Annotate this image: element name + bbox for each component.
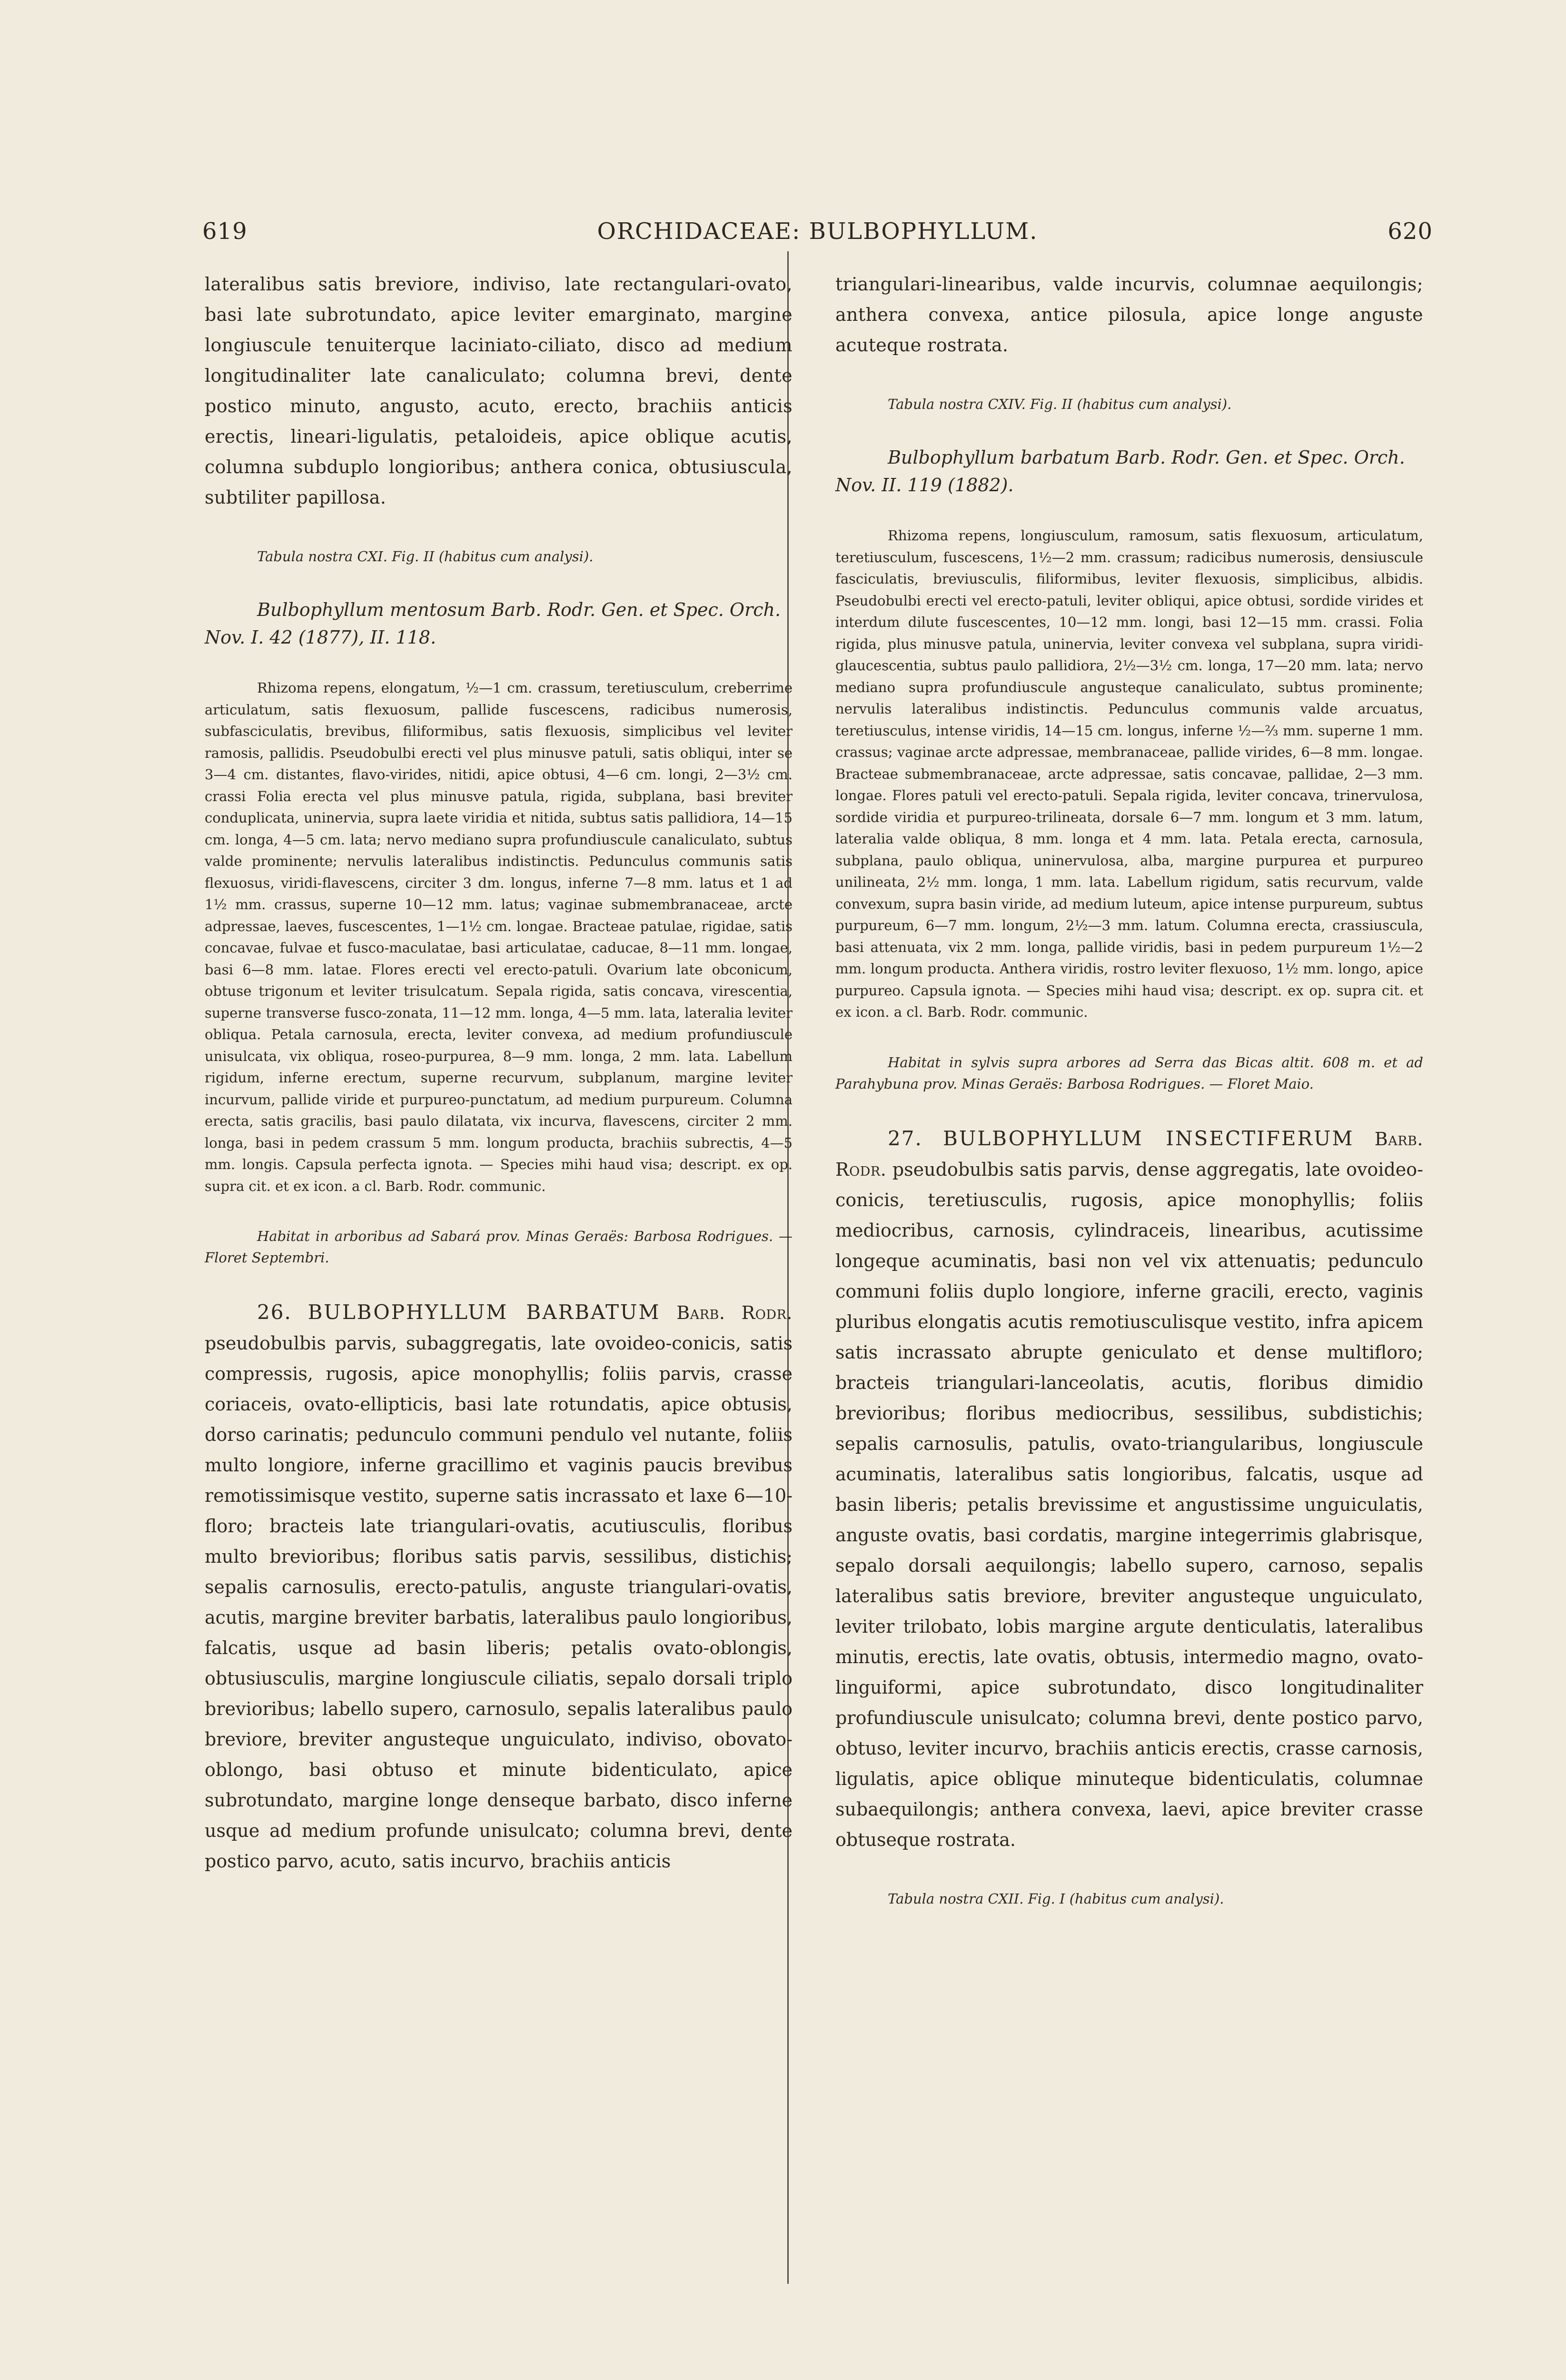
species-27-number: 27. bbox=[888, 1126, 922, 1150]
running-title: ORCHIDACEAE: BULBOPHYLLUM. bbox=[597, 218, 1038, 245]
left-continuation-paragraph: lateralibus satis breviore, indiviso, late rectangulari-ovato, basi late subrotundato, apice leviter emarginato, margine longiuscule tenuiterque laciniato-ciliato, disco ad medium longitudinaliter late canaliculato; columna brevi, dente postico minuto, angusto, acuto, erecto, brachiis anticis erectis, lineari-ligulatis, petaloideis, apice oblique acutis, columna subduplo longioribus; anthera conica, obtusiuscula, subtiliter papillosa. bbox=[205, 274, 793, 508]
right-plate-reference-2: Tabula nostra CXII. Fig. I (habitus cum analysi). bbox=[888, 1890, 1224, 1907]
right-column bbox=[835, 269, 1423, 1938]
species-26-author: Barb. Rodr. bbox=[676, 1302, 793, 1323]
right-citation: Bulbophyllum barbatum Barb. Rodr. Gen. et Spec. Orch. Nov. II. 119 (1882). bbox=[835, 447, 1405, 496]
species-26-name: BULBOPHYLLUM BARBATUM bbox=[307, 1300, 661, 1324]
left-habitat: Habitat in arboribus ad Sabará prov. Minas Geraës: Barbosa Rodrigues. — Floret Septembri. bbox=[205, 1228, 793, 1266]
running-head bbox=[202, 218, 1433, 251]
species-26-paragraph bbox=[205, 1297, 793, 1876]
right-description: Rhizoma repens, longiusculum, ramosum, satis flexuosum, articulatum, teretiusculum, fuscescens, 1½—2 mm. crassum; radicibus numerosis, densiuscule fasciculatis, breviusculis, filiformibus, leviter flexuosis, simplicibus, albidis. Pseudobulbi erecti vel erecto-patuli, leviter obliqui, apice obtusi, sordide virides et interdum dilute fuscescentes, 10—12 mm. longi, basi 12—15 mm. crassi. Folia rigida, plus minusve patula, uninervia, leviter convexa vel subplana, supra viridi-glaucescentia, subtus paulo pallidiora, 2½—3½ cm. longa, 17—20 mm. lata; nervo mediano supra profundiuscule angusteque canaliculato, subtus prominente; nervulis lateralibus indistinctis. Pedunculus communis valde arcuatus, teretiusculus, intense viridis, 14—15 cm. longus, inferne ½—⅔ mm. superne 1 mm. crassus; vaginae arcte adpressae, membranaceae, pallide virides, 6—8 mm. longae. Bracteae submembranaceae, arcte adpressae, satis concavae, pallidae, 2—3 mm. longae. Flores patuli vel erecto-patuli. Sepala rigida, leviter concava, trinervulosa, sordide viridia et purpureo-trilineata, dorsale 6—7 mm. longum et 3 mm. latum, lateralia valde obliqua, 8 mm. longa et 4 mm. lata. Petala erecta, carnosula, subplana, paulo obliqua, uninervulosa, alba, margine purpurea et purpureo unilineata, 2½ mm. longa, 1 mm. lata. Labellum rigidum, satis recurvum, valde convexum, supra basin viride, ad medium luteum, apice intense purpureum, subtus purpureum, 6—7 mm. longum, 2½—3 mm. latum. Columna erecta, crassiuscula, basi attenuata, vix 2 mm. longa, pallide viridis, basi in pedem purpureum 1½—2 mm. longum producta. Anthera viridis, rostro leviter flexuoso, 1½ mm. longo, apice purpureo. Capsula ignota. — Species mihi haud visa; descript. ex op. supra cit. et ex icon. a cl. Barb. Rodr. communic. bbox=[835, 527, 1423, 1020]
right-habitat: Habitat in sylvis supra arbores ad Serra das Bicas altit. 608 m. et ad Parahybuna prov. Minas Geraës: Barbosa Rodrigues. — Floret Maio. bbox=[835, 1054, 1423, 1092]
left-citation: Bulbophyllum mentosum Barb. Rodr. Gen. et Spec. Orch. Nov. I. 42 (1877), II. 118. bbox=[205, 599, 781, 648]
species-26-diagnosis: pseudobulbis parvis, subaggregatis, late ovoideo-conicis, satis compressis, rugosis, apice monophyllis; foliis parvis, crasse coriaceis, ovato-ellipticis, basi late rotundatis, apice obtusis, dorso carinatis; pedunculo communi pendulo vel nutante, foliis multo longiore, inferne gracillimo et vaginis paucis brevibus remotissimisque vestito, superne satis incrassato et laxe 6—10-floro; bracteis late triangulari-ovatis, acutiusculis, floribus multo brevioribus; floribus satis parvis, sessilibus, distichis; sepalis carnosulis, erecto-patulis, anguste triangulari-ovatis, acutis, margine breviter barbatis, lateralibus paulo longioribus, falcatis, usque ad basin liberis; petalis ovato-oblongis, obtusiusculis, margine longiuscule ciliatis, sepalo dorsali triplo brevioribus; labello supero, carnosulo, sepalis lateralibus paulo breviore, breviter angusteque unguiculato, indiviso, obovato-oblongo, basi obtuso et minute bidenticulato, apice subrotundato, margine longe denseque barbato, disco inferne usque ad medium profunde unisulcato; columna brevi, dente postico parvo, acuto, satis incurvo, brachiis anticis bbox=[205, 1333, 793, 1872]
page-number-left: 619 bbox=[202, 218, 248, 245]
species-27-diagnosis: pseudobulbis satis parvis, dense aggregatis, late ovoideo-conicis, teretiusculis, rugosis, apice monophyllis; foliis mediocribus, carnosis, cylindraceis, linearibus, acutissime longeque acuminatis, basi non vel vix attenuatis; pedunculo communi foliis duplo longiore, inferne gracili, erecto, vaginis pluribus elongatis acutis remotiusculisque vestito, infra apicem satis incrassato abrupte geniculato et dense multifloro; bracteis triangulari-lanceolatis, acutis, floribus dimidio brevioribus; floribus mediocribus, sessilibus, subdistichis; sepalis carnosulis, patulis, ovato-triangularibus, longiuscule acuminatis, lateralibus satis longioribus, falcatis, usque ad basin liberis; petalis brevissime et angustissime unguiculatis, anguste ovatis, basi cordatis, margine integerrimis glabrisque, sepalo dorsali aequilongis; labello supero, carnoso, sepalis lateralibus satis breviore, breviter angusteque unguiculato, leviter trilobato, lobis margine argute denticulatis, lateralibus minutis, erectis, late ovatis, obtusis, intermedio magno, ovato-linguiformi, apice subrotundato, disco longitudinaliter profundiuscule unisulcato; columna brevi, dente postico parvo, obtuso, leviter incurvo, brachiis anticis erectis, crasse carnosis, ligulatis, apice oblique minuteque bidenticulatis, columnae subaequilongis; anthera convexa, laevi, apice breviter crasse obtuseque rostrata. bbox=[835, 1159, 1423, 1850]
right-continuation-paragraph: triangulari-linearibus, valde incurvis, columnae aequilongis; anthera convexa, antice pilosula, apice longe anguste acuteque rostrata. bbox=[835, 274, 1423, 356]
species-27-name: BULBOPHYLLUM INSECTIFERUM bbox=[943, 1126, 1354, 1150]
species-27-author: Barb. Rodr. bbox=[835, 1128, 1423, 1180]
species-27-paragraph bbox=[835, 1123, 1423, 1855]
left-description: Rhizoma repens, elongatum, ½—1 cm. crassum, teretiusculum, creberrime articulatum, satis flexuosum, pallide fuscescens, radicibus numerosis, subfasciculatis, brevibus, filiformibus, satis flexuosis, simplicibus vel leviter ramosis, pallidis. Pseudobulbi erecti vel plus minusve patuli, satis obliqui, inter se 3—4 cm. distantes, flavo-virides, nitidi, apice obtusi, 4—6 cm. longi, 2—3½ cm. crassi Folia erecta vel plus minusve patula, rigida, subplana, basi breviter conduplicata, uninervia, supra laete viridia et nitida, subtus satis pallidiora, 14—15 cm. longa, 4—5 cm. lata; nervo mediano supra profundiuscule canaliculato, subtus valde prominente; nervulis lateralibus indistinctis. Pedunculus communis satis flexuosus, viridi-flavescens, circiter 3 dm. longus, inferne 7—8 mm. latus et 1 ad 1½ mm. crassus, superne 10—12 mm. latus; vaginae submembranaceae, arcte adpressae, laeves, fuscescentes, 1—1½ cm. longae. Bracteae patulae, rigidae, satis concavae, fulvae et fusco-maculatae, basi articulatae, caducae, 8—11 mm. longae, basi 6—8 mm. latae. Flores erecti vel erecto-patuli. Ovarium late obconicum, obtuse trigonum et leviter trisulcatum. Sepala rigida, satis concava, virescentia, superne transverse fusco-zonata, 11—12 mm. longa, 4—5 mm. lata, lateralia leviter obliqua. Petala carnosula, erecta, leviter convexa, ad medium profundiuscule unisulcata, vix obliqua, roseo-purpurea, 8—9 mm. longa, 2 mm. lata. Labellum rigidum, inferne erectum, superne recurvum, subplanum, margine leviter incurvum, pallide viride et purpureo-punctatum, ad medium purpureum. Columna erecta, satis gracilis, basi paulo dilatata, vix incurva, flavescens, circiter 2 mm. longa, basi in pedem crassum 5 mm. longum producta, brachiis subrectis, 4—5 mm. longis. Capsula perfecta ignota. — Species mihi haud visa; descript. ex op. supra cit. et ex icon. a cl. Barb. Rodr. communic. bbox=[205, 680, 793, 1194]
species-26-number: 26. bbox=[257, 1300, 292, 1324]
page-number-right: 620 bbox=[1388, 218, 1433, 245]
right-plate-reference: Tabula nostra CXIV. Fig. II (habitus cum analysi). bbox=[888, 396, 1232, 412]
left-column bbox=[205, 269, 793, 1910]
left-plate-reference: Tabula nostra CXI. Fig. II (habitus cum analysi). bbox=[257, 548, 594, 565]
